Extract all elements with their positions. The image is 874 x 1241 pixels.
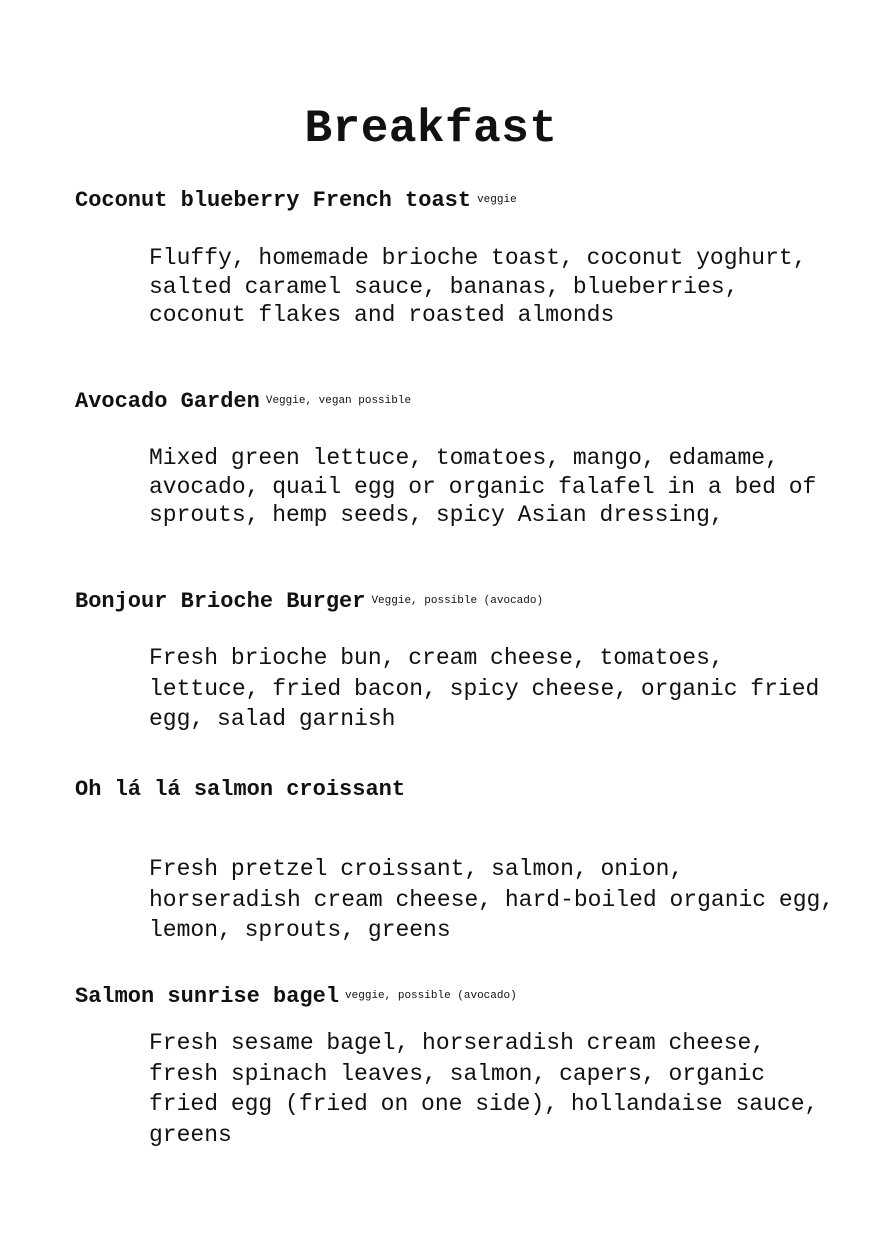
menu-item-name: Avocado Garden: [75, 389, 260, 414]
menu-item-description: Fluffy, homemade brioche toast, coconut yoghurt, salted caramel sauce, bananas, blueberries, coconut flakes and roasted almonds: [149, 245, 807, 328]
menu-item-name: Coconut blueberry French toast: [75, 188, 472, 213]
menu-item-tag: veggie: [477, 194, 517, 206]
page-title: Breakfast: [304, 103, 558, 155]
menu-item-heading: [75, 776, 405, 804]
menu-item-tag: veggie, possible (avocado): [345, 990, 517, 1002]
menu-item-name: Bonjour Brioche Burger: [75, 589, 366, 614]
menu-item-tag: Veggie, possible (avocado): [371, 595, 544, 607]
menu-item-description: Fresh sesame bagel, horseradish cream cheese, fresh spinach leaves, salmon, capers, organic fried egg (fried on one side), hollandaise sauce, greens: [149, 1030, 819, 1148]
menu-item-heading: [75, 387, 411, 416]
menu-item-description: Fresh brioche bun, cream cheese, tomatoes, lettuce, fried bacon, spicy cheese, organic fried egg, salad garnish: [149, 645, 820, 732]
menu-item-heading: [75, 587, 543, 616]
menu-item-description: Fresh pretzel croissant, salmon, onion, horseradish cream cheese, hard-boiled organic egg, lemon, sprouts, greens: [149, 856, 835, 943]
menu-item-tag: Veggie, vegan possible: [265, 395, 412, 407]
menu-item-description: Mixed green lettuce, tomatoes, mango, edamame, avocado, quail egg or organic falafel in a bed of sprouts, hemp seeds, spicy Asian dressing,: [149, 445, 817, 528]
menu-item-name: Oh lá lá salmon croissant: [75, 777, 406, 802]
menu-item-heading: [75, 186, 517, 215]
menu-item-heading: [75, 982, 517, 1011]
menu-item-name: Salmon sunrise bagel: [75, 984, 340, 1009]
